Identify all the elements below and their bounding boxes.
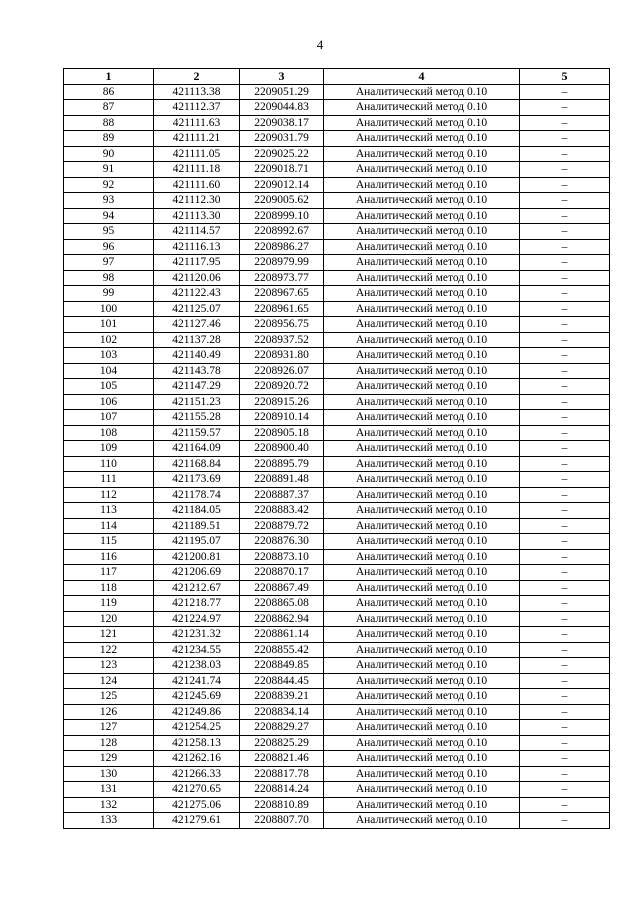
- point-number-cell: 106: [64, 394, 154, 410]
- y-coordinate-cell: 2208986.27: [240, 239, 324, 255]
- x-coordinate-cell: 421200.81: [154, 549, 240, 565]
- method-cell: Аналитический метод 0.10: [324, 596, 520, 612]
- x-coordinate-cell: 421266.33: [154, 766, 240, 782]
- table-row: [64, 751, 610, 767]
- y-coordinate-cell: 2209051.29: [240, 84, 324, 100]
- point-number-cell: 102: [64, 332, 154, 348]
- table-row: [64, 611, 610, 627]
- table-row: [64, 472, 610, 488]
- table-row: [64, 565, 610, 581]
- x-coordinate-cell: 421224.97: [154, 611, 240, 627]
- table-row: [64, 580, 610, 596]
- accuracy-cell: –: [520, 642, 610, 658]
- x-coordinate-cell: 421159.57: [154, 425, 240, 441]
- table-row: [64, 255, 610, 271]
- y-coordinate-cell: 2208992.67: [240, 224, 324, 240]
- y-coordinate-cell: 2208973.77: [240, 270, 324, 286]
- table-row: [64, 782, 610, 798]
- y-coordinate-cell: 2208834.14: [240, 704, 324, 720]
- method-cell: Аналитический метод 0.10: [324, 193, 520, 209]
- point-number-cell: 117: [64, 565, 154, 581]
- point-number-cell: 112: [64, 487, 154, 503]
- accuracy-cell: –: [520, 84, 610, 100]
- point-number-cell: 89: [64, 131, 154, 147]
- y-coordinate-cell: 2208910.14: [240, 410, 324, 426]
- table-row: [64, 735, 610, 751]
- x-coordinate-cell: 421111.63: [154, 115, 240, 131]
- point-number-cell: 107: [64, 410, 154, 426]
- x-coordinate-cell: 421114.57: [154, 224, 240, 240]
- x-coordinate-cell: 421212.67: [154, 580, 240, 596]
- point-number-cell: 125: [64, 689, 154, 705]
- point-number-cell: 103: [64, 348, 154, 364]
- method-cell: Аналитический метод 0.10: [324, 177, 520, 193]
- y-coordinate-cell: 2208891.48: [240, 472, 324, 488]
- y-coordinate-cell: 2208839.21: [240, 689, 324, 705]
- x-coordinate-cell: 421127.46: [154, 317, 240, 333]
- y-coordinate-cell: 2208817.78: [240, 766, 324, 782]
- x-coordinate-cell: 421262.16: [154, 751, 240, 767]
- x-coordinate-cell: 421112.30: [154, 193, 240, 209]
- table-header-row: [64, 69, 610, 85]
- accuracy-cell: –: [520, 224, 610, 240]
- x-coordinate-cell: 421173.69: [154, 472, 240, 488]
- table-row: [64, 425, 610, 441]
- x-coordinate-cell: 421111.18: [154, 162, 240, 178]
- table-row: [64, 456, 610, 472]
- column-header-2: 2: [154, 69, 240, 85]
- accuracy-cell: –: [520, 317, 610, 333]
- y-coordinate-cell: 2208821.46: [240, 751, 324, 767]
- point-number-cell: 113: [64, 503, 154, 519]
- accuracy-cell: –: [520, 487, 610, 503]
- method-cell: Аналитический метод 0.10: [324, 332, 520, 348]
- table-row: [64, 813, 610, 829]
- method-cell: Аналитический метод 0.10: [324, 224, 520, 240]
- y-coordinate-cell: 2208879.72: [240, 518, 324, 534]
- y-coordinate-cell: 2209044.83: [240, 100, 324, 116]
- point-number-cell: 87: [64, 100, 154, 116]
- y-coordinate-cell: 2209005.62: [240, 193, 324, 209]
- method-cell: Аналитический метод 0.10: [324, 813, 520, 829]
- accuracy-cell: –: [520, 472, 610, 488]
- point-number-cell: 104: [64, 363, 154, 379]
- method-cell: Аналитический метод 0.10: [324, 580, 520, 596]
- y-coordinate-cell: 2208810.89: [240, 797, 324, 813]
- point-number-cell: 133: [64, 813, 154, 829]
- point-number-cell: 121: [64, 627, 154, 643]
- accuracy-cell: –: [520, 565, 610, 581]
- y-coordinate-cell: 2208887.37: [240, 487, 324, 503]
- point-number-cell: 120: [64, 611, 154, 627]
- point-number-cell: 108: [64, 425, 154, 441]
- table-row: [64, 441, 610, 457]
- x-coordinate-cell: 421111.60: [154, 177, 240, 193]
- method-cell: Аналитический метод 0.10: [324, 317, 520, 333]
- y-coordinate-cell: 2208915.26: [240, 394, 324, 410]
- accuracy-cell: –: [520, 673, 610, 689]
- point-number-cell: 131: [64, 782, 154, 798]
- point-number-cell: 118: [64, 580, 154, 596]
- column-header-1: 1: [64, 69, 154, 85]
- method-cell: Аналитический метод 0.10: [324, 348, 520, 364]
- y-coordinate-cell: 2208807.70: [240, 813, 324, 829]
- table-row: [64, 348, 610, 364]
- y-coordinate-cell: 2208967.65: [240, 286, 324, 302]
- method-cell: Аналитический метод 0.10: [324, 208, 520, 224]
- y-coordinate-cell: 2208814.24: [240, 782, 324, 798]
- table-row: [64, 84, 610, 100]
- point-number-cell: 100: [64, 301, 154, 317]
- accuracy-cell: –: [520, 348, 610, 364]
- method-cell: Аналитический метод 0.10: [324, 689, 520, 705]
- x-coordinate-cell: 421249.86: [154, 704, 240, 720]
- method-cell: Аналитический метод 0.10: [324, 286, 520, 302]
- method-cell: Аналитический метод 0.10: [324, 146, 520, 162]
- table-row: [64, 301, 610, 317]
- y-coordinate-cell: 2208883.42: [240, 503, 324, 519]
- method-cell: Аналитический метод 0.10: [324, 751, 520, 767]
- accuracy-cell: –: [520, 162, 610, 178]
- accuracy-cell: –: [520, 720, 610, 736]
- y-coordinate-cell: 2208926.07: [240, 363, 324, 379]
- y-coordinate-cell: 2208855.42: [240, 642, 324, 658]
- point-number-cell: 99: [64, 286, 154, 302]
- y-coordinate-cell: 2208931.80: [240, 348, 324, 364]
- y-coordinate-cell: 2208825.29: [240, 735, 324, 751]
- point-number-cell: 116: [64, 549, 154, 565]
- table-row: [64, 766, 610, 782]
- point-number-cell: 124: [64, 673, 154, 689]
- x-coordinate-cell: 421143.78: [154, 363, 240, 379]
- column-header-4: 4: [324, 69, 520, 85]
- table-row: [64, 689, 610, 705]
- x-coordinate-cell: 421112.37: [154, 100, 240, 116]
- x-coordinate-cell: 421218.77: [154, 596, 240, 612]
- accuracy-cell: –: [520, 658, 610, 674]
- x-coordinate-cell: 421231.32: [154, 627, 240, 643]
- point-number-cell: 122: [64, 642, 154, 658]
- method-cell: Аналитический метод 0.10: [324, 518, 520, 534]
- accuracy-cell: –: [520, 456, 610, 472]
- x-coordinate-cell: 421206.69: [154, 565, 240, 581]
- accuracy-cell: –: [520, 363, 610, 379]
- column-header-5: 5: [520, 69, 610, 85]
- x-coordinate-cell: 421155.28: [154, 410, 240, 426]
- method-cell: Аналитический метод 0.10: [324, 782, 520, 798]
- method-cell: Аналитический метод 0.10: [324, 534, 520, 550]
- accuracy-cell: –: [520, 115, 610, 131]
- table-row: [64, 100, 610, 116]
- table-row: [64, 317, 610, 333]
- column-header-3: 3: [240, 69, 324, 85]
- point-number-cell: 115: [64, 534, 154, 550]
- accuracy-cell: –: [520, 782, 610, 798]
- x-coordinate-cell: 421137.28: [154, 332, 240, 348]
- table-row: [64, 146, 610, 162]
- table-row: [64, 224, 610, 240]
- accuracy-cell: –: [520, 394, 610, 410]
- table-row: [64, 642, 610, 658]
- y-coordinate-cell: 2208937.52: [240, 332, 324, 348]
- accuracy-cell: –: [520, 689, 610, 705]
- method-cell: Аналитический метод 0.10: [324, 503, 520, 519]
- table-row: [64, 503, 610, 519]
- accuracy-cell: –: [520, 193, 610, 209]
- x-coordinate-cell: 421122.43: [154, 286, 240, 302]
- point-number-cell: 96: [64, 239, 154, 255]
- x-coordinate-cell: 421245.69: [154, 689, 240, 705]
- accuracy-cell: –: [520, 286, 610, 302]
- x-coordinate-cell: 421254.25: [154, 720, 240, 736]
- table-row: [64, 658, 610, 674]
- table-row: [64, 177, 610, 193]
- method-cell: Аналитический метод 0.10: [324, 720, 520, 736]
- y-coordinate-cell: 2208920.72: [240, 379, 324, 395]
- method-cell: Аналитический метод 0.10: [324, 131, 520, 147]
- accuracy-cell: –: [520, 239, 610, 255]
- x-coordinate-cell: 421120.06: [154, 270, 240, 286]
- accuracy-cell: –: [520, 518, 610, 534]
- point-number-cell: 123: [64, 658, 154, 674]
- y-coordinate-cell: 2208862.94: [240, 611, 324, 627]
- method-cell: Аналитический метод 0.10: [324, 611, 520, 627]
- point-number-cell: 105: [64, 379, 154, 395]
- table-row: [64, 518, 610, 534]
- method-cell: Аналитический метод 0.10: [324, 84, 520, 100]
- coordinates-table: [63, 68, 610, 829]
- method-cell: Аналитический метод 0.10: [324, 704, 520, 720]
- point-number-cell: 93: [64, 193, 154, 209]
- point-number-cell: 130: [64, 766, 154, 782]
- method-cell: Аналитический метод 0.10: [324, 549, 520, 565]
- accuracy-cell: –: [520, 146, 610, 162]
- x-coordinate-cell: 421151.23: [154, 394, 240, 410]
- x-coordinate-cell: 421275.06: [154, 797, 240, 813]
- method-cell: Аналитический метод 0.10: [324, 410, 520, 426]
- method-cell: Аналитический метод 0.10: [324, 239, 520, 255]
- accuracy-cell: –: [520, 797, 610, 813]
- accuracy-cell: –: [520, 503, 610, 519]
- table-row: [64, 193, 610, 209]
- x-coordinate-cell: 421279.61: [154, 813, 240, 829]
- x-coordinate-cell: 421111.05: [154, 146, 240, 162]
- y-coordinate-cell: 2208870.17: [240, 565, 324, 581]
- x-coordinate-cell: 421258.13: [154, 735, 240, 751]
- x-coordinate-cell: 421184.05: [154, 503, 240, 519]
- method-cell: Аналитический метод 0.10: [324, 100, 520, 116]
- table-row: [64, 394, 610, 410]
- point-number-cell: 114: [64, 518, 154, 534]
- accuracy-cell: –: [520, 549, 610, 565]
- x-coordinate-cell: 421234.55: [154, 642, 240, 658]
- accuracy-cell: –: [520, 580, 610, 596]
- y-coordinate-cell: 2208979.99: [240, 255, 324, 271]
- accuracy-cell: –: [520, 208, 610, 224]
- point-number-cell: 92: [64, 177, 154, 193]
- accuracy-cell: –: [520, 611, 610, 627]
- method-cell: Аналитический метод 0.10: [324, 487, 520, 503]
- table-row: [64, 596, 610, 612]
- accuracy-cell: –: [520, 100, 610, 116]
- y-coordinate-cell: 2209018.71: [240, 162, 324, 178]
- y-coordinate-cell: 2208844.45: [240, 673, 324, 689]
- y-coordinate-cell: 2208867.49: [240, 580, 324, 596]
- y-coordinate-cell: 2208961.65: [240, 301, 324, 317]
- method-cell: Аналитический метод 0.10: [324, 394, 520, 410]
- accuracy-cell: –: [520, 596, 610, 612]
- method-cell: Аналитический метод 0.10: [324, 425, 520, 441]
- y-coordinate-cell: 2208876.30: [240, 534, 324, 550]
- method-cell: Аналитический метод 0.10: [324, 441, 520, 457]
- x-coordinate-cell: 421147.29: [154, 379, 240, 395]
- table-row: [64, 673, 610, 689]
- accuracy-cell: –: [520, 131, 610, 147]
- accuracy-cell: –: [520, 627, 610, 643]
- point-number-cell: 98: [64, 270, 154, 286]
- method-cell: Аналитический метод 0.10: [324, 115, 520, 131]
- table-row: [64, 363, 610, 379]
- point-number-cell: 94: [64, 208, 154, 224]
- table-row: [64, 379, 610, 395]
- accuracy-cell: –: [520, 735, 610, 751]
- x-coordinate-cell: 421117.95: [154, 255, 240, 271]
- point-number-cell: 86: [64, 84, 154, 100]
- x-coordinate-cell: 421270.65: [154, 782, 240, 798]
- table-row: [64, 208, 610, 224]
- table-row: [64, 797, 610, 813]
- x-coordinate-cell: 421111.21: [154, 131, 240, 147]
- x-coordinate-cell: 421238.03: [154, 658, 240, 674]
- y-coordinate-cell: 2208905.18: [240, 425, 324, 441]
- accuracy-cell: –: [520, 751, 610, 767]
- table-row: [64, 720, 610, 736]
- table-row: [64, 162, 610, 178]
- point-number-cell: 127: [64, 720, 154, 736]
- accuracy-cell: –: [520, 301, 610, 317]
- x-coordinate-cell: 421113.38: [154, 84, 240, 100]
- point-number-cell: 128: [64, 735, 154, 751]
- method-cell: Аналитический метод 0.10: [324, 565, 520, 581]
- accuracy-cell: –: [520, 534, 610, 550]
- method-cell: Аналитический метод 0.10: [324, 735, 520, 751]
- accuracy-cell: –: [520, 255, 610, 271]
- point-number-cell: 97: [64, 255, 154, 271]
- method-cell: Аналитический метод 0.10: [324, 363, 520, 379]
- method-cell: Аналитический метод 0.10: [324, 162, 520, 178]
- method-cell: Аналитический метод 0.10: [324, 642, 520, 658]
- accuracy-cell: –: [520, 332, 610, 348]
- method-cell: Аналитический метод 0.10: [324, 301, 520, 317]
- y-coordinate-cell: 2209025.22: [240, 146, 324, 162]
- method-cell: Аналитический метод 0.10: [324, 797, 520, 813]
- table-body: [64, 84, 610, 828]
- point-number-cell: 109: [64, 441, 154, 457]
- point-number-cell: 110: [64, 456, 154, 472]
- table-row: [64, 704, 610, 720]
- point-number-cell: 91: [64, 162, 154, 178]
- accuracy-cell: –: [520, 379, 610, 395]
- point-number-cell: 90: [64, 146, 154, 162]
- x-coordinate-cell: 421195.07: [154, 534, 240, 550]
- y-coordinate-cell: 2208849.85: [240, 658, 324, 674]
- method-cell: Аналитический метод 0.10: [324, 270, 520, 286]
- accuracy-cell: –: [520, 704, 610, 720]
- accuracy-cell: –: [520, 425, 610, 441]
- y-coordinate-cell: 2208956.75: [240, 317, 324, 333]
- accuracy-cell: –: [520, 410, 610, 426]
- method-cell: Аналитический метод 0.10: [324, 673, 520, 689]
- table-row: [64, 270, 610, 286]
- method-cell: Аналитический метод 0.10: [324, 627, 520, 643]
- y-coordinate-cell: 2208895.79: [240, 456, 324, 472]
- point-number-cell: 88: [64, 115, 154, 131]
- x-coordinate-cell: 421116.13: [154, 239, 240, 255]
- table-row: [64, 332, 610, 348]
- method-cell: Аналитический метод 0.10: [324, 456, 520, 472]
- y-coordinate-cell: 2209038.17: [240, 115, 324, 131]
- point-number-cell: 95: [64, 224, 154, 240]
- x-coordinate-cell: 421125.07: [154, 301, 240, 317]
- table-row: [64, 549, 610, 565]
- x-coordinate-cell: 421164.09: [154, 441, 240, 457]
- table-row: [64, 239, 610, 255]
- method-cell: Аналитический метод 0.10: [324, 255, 520, 271]
- table-row: [64, 410, 610, 426]
- point-number-cell: 126: [64, 704, 154, 720]
- accuracy-cell: –: [520, 441, 610, 457]
- accuracy-cell: –: [520, 766, 610, 782]
- table-row: [64, 131, 610, 147]
- y-coordinate-cell: 2208999.10: [240, 208, 324, 224]
- y-coordinate-cell: 2209031.79: [240, 131, 324, 147]
- method-cell: Аналитический метод 0.10: [324, 658, 520, 674]
- y-coordinate-cell: 2208873.10: [240, 549, 324, 565]
- y-coordinate-cell: 2208900.40: [240, 441, 324, 457]
- accuracy-cell: –: [520, 177, 610, 193]
- table-row: [64, 487, 610, 503]
- x-coordinate-cell: 421140.49: [154, 348, 240, 364]
- point-number-cell: 119: [64, 596, 154, 612]
- y-coordinate-cell: 2209012.14: [240, 177, 324, 193]
- accuracy-cell: –: [520, 270, 610, 286]
- y-coordinate-cell: 2208865.08: [240, 596, 324, 612]
- y-coordinate-cell: 2208829.27: [240, 720, 324, 736]
- accuracy-cell: –: [520, 813, 610, 829]
- x-coordinate-cell: 421113.30: [154, 208, 240, 224]
- point-number-cell: 111: [64, 472, 154, 488]
- page-number: 4: [316, 37, 324, 52]
- table-row: [64, 627, 610, 643]
- method-cell: Аналитический метод 0.10: [324, 472, 520, 488]
- method-cell: Аналитический метод 0.10: [324, 379, 520, 395]
- table-row: [64, 286, 610, 302]
- x-coordinate-cell: 421178.74: [154, 487, 240, 503]
- point-number-cell: 101: [64, 317, 154, 333]
- x-coordinate-cell: 421168.84: [154, 456, 240, 472]
- x-coordinate-cell: 421241.74: [154, 673, 240, 689]
- x-coordinate-cell: 421189.51: [154, 518, 240, 534]
- y-coordinate-cell: 2208861.14: [240, 627, 324, 643]
- point-number-cell: 129: [64, 751, 154, 767]
- method-cell: Аналитический метод 0.10: [324, 766, 520, 782]
- table-row: [64, 534, 610, 550]
- point-number-cell: 132: [64, 797, 154, 813]
- table-row: [64, 115, 610, 131]
